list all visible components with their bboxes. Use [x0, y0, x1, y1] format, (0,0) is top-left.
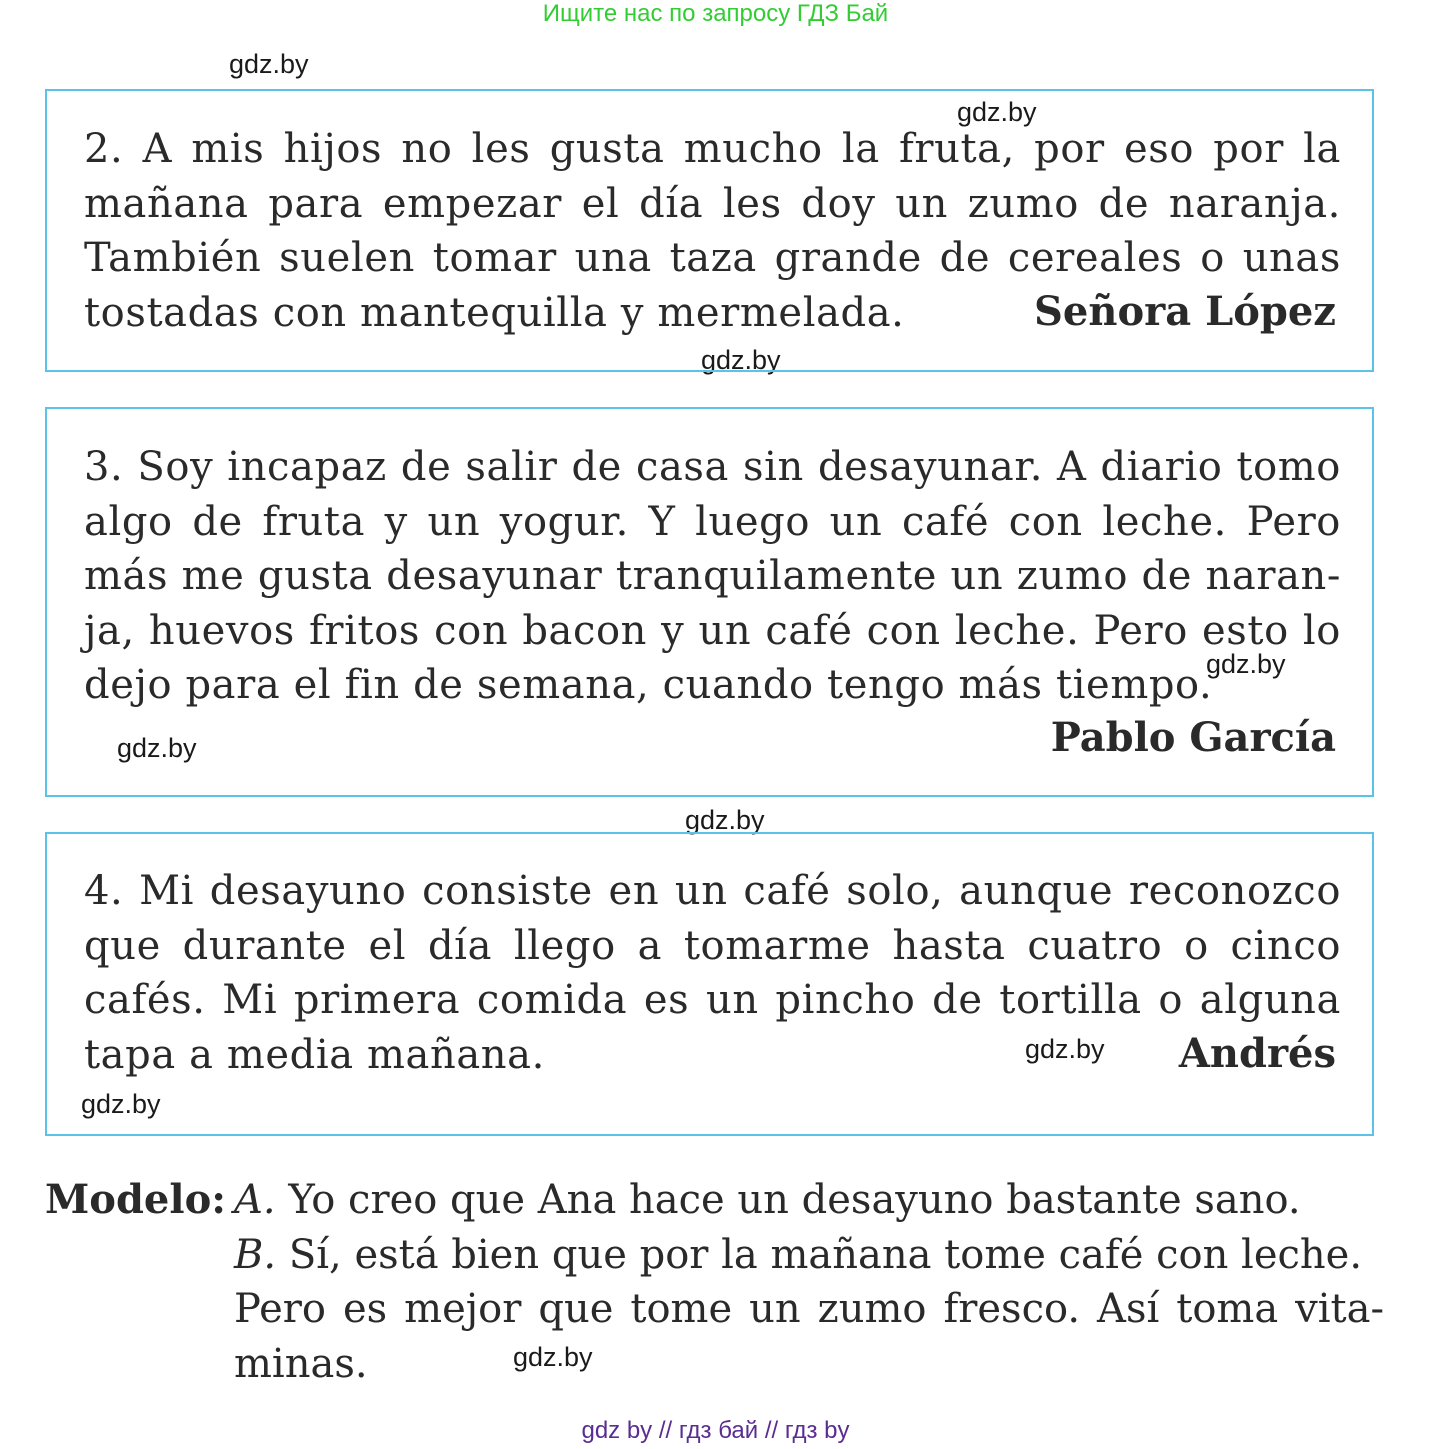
- text-line: algo de fruta y un yogur. Y luego un café con leche. Pero: [84, 498, 1341, 545]
- watermark: gdz.by: [1025, 1034, 1105, 1064]
- text-line: cafés. Mi primera comida es un pincho de tortilla o alguna: [84, 977, 1341, 1023]
- watermark: gdz.by: [81, 1089, 161, 1119]
- watermark: gdz.by: [117, 733, 197, 763]
- dialogue-line-a: [234, 1173, 1384, 1228]
- watermark: gdz.by: [701, 345, 781, 375]
- model-label: Modelo:: [45, 1176, 227, 1223]
- speaker-b-text: Sí, está bien que por la mañana tome café con leche.: [276, 1231, 1363, 1278]
- text-line: mañana para empezar el día les doy un zumo de naranja.: [84, 180, 1341, 227]
- author-name: Andrés: [1178, 1030, 1336, 1077]
- text-line: 4. Mi desayuno consiste en un café solo, aunque reconozco: [84, 868, 1341, 914]
- speaker-a-marker: A.: [234, 1177, 276, 1223]
- footer-links: gdz by // гдз бай // гдз by: [581, 1417, 850, 1444]
- model-dialogue: [234, 1173, 1384, 1391]
- text-box-2: [45, 89, 1374, 372]
- watermark: gdz.by: [513, 1342, 593, 1372]
- text-line: más me gusta desayunar tranquilamente un zumo de naran-: [84, 553, 1341, 599]
- text-line: tapa a media mañana.: [84, 1031, 545, 1078]
- testimony-paragraph: [84, 864, 1341, 1082]
- testimony-paragraph: [84, 440, 1341, 713]
- author-name: Señora López: [1034, 288, 1336, 335]
- speaker-a-text: Yo creo que Ana hace un desayuno bastante sano.: [275, 1177, 1301, 1223]
- text-line: que durante el día llego a tomarme hasta cuatro o cinco: [84, 922, 1341, 969]
- dialogue-line-b-end: minas.: [234, 1340, 368, 1387]
- watermark: gdz.by: [685, 805, 765, 835]
- text-line: dejo para el fin de semana, cuando tengo más tiempo.: [84, 662, 1213, 708]
- watermark: gdz.by: [957, 97, 1037, 127]
- watermark: gdz.by: [229, 49, 309, 79]
- watermark: gdz.by: [1206, 649, 1286, 679]
- text-line: 2. A mis hijos no les gusta mucho la fruta, por eso por la: [84, 126, 1341, 172]
- text-line: 3. Soy incapaz de salir de casa sin desayunar. A diario tomo: [84, 444, 1341, 490]
- text-line: ja, huevos fritos con bacon y un café con leche. Pero esto lo: [84, 607, 1341, 654]
- dialogue-line-b: [234, 1228, 1384, 1283]
- dialogue-line-b-cont: Pero es mejor que tome un zumo fresco. Así toma vita-: [234, 1286, 1384, 1332]
- search-banner: Ищите нас по запросу ГДЗ Бай: [542, 0, 889, 27]
- text-box-4: [45, 832, 1374, 1136]
- text-line: También suelen tomar una taza grande de cereales o unas: [84, 235, 1341, 281]
- author-name: Pablo García: [1050, 714, 1336, 761]
- text-line: tostadas con mantequilla y mermelada.: [84, 289, 905, 336]
- text-box-3: [45, 407, 1374, 797]
- speaker-b-marker: B.: [234, 1231, 277, 1278]
